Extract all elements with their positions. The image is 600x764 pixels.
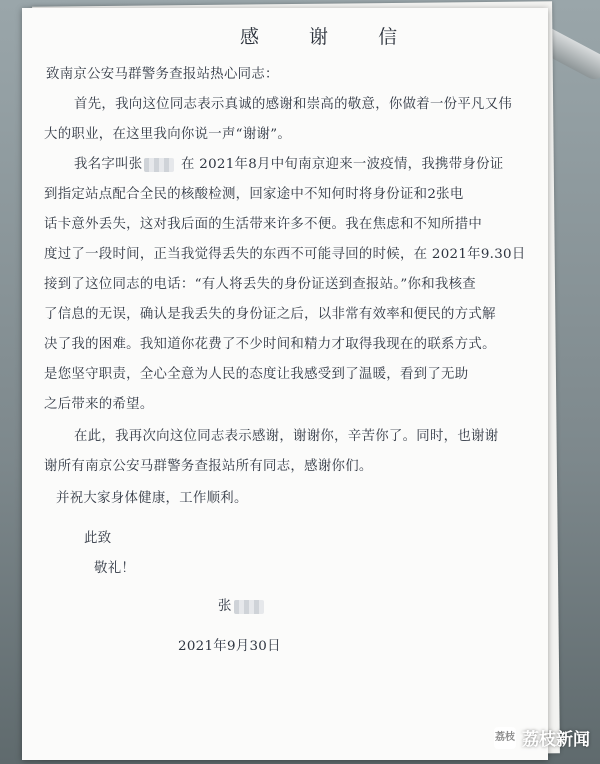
letter-line: 大的职业，在这里我向你说一声“谢谢”。 (44, 127, 292, 142)
letter-line: 接到了这位同志的电话：“有人将丢失的身份证送到查报站。”你和我核查 (44, 277, 476, 292)
letter-line: 了信息的无误，确认是我丢失的身份证之后，以非常有效率和便民的方式解 (44, 307, 496, 322)
letter-closing: 敬礼！ (94, 561, 136, 576)
watermark-text: 荔枝新闻 (522, 730, 590, 750)
letter-line: 话卡意外丢失，这对我后面的生活带来许多不便。我在焦虑和不知所措中 (44, 217, 483, 232)
letter-paper (22, 8, 548, 760)
letter-line: 到指定站点配合全民的核酸检测，回家途中不知何时将身份证和2张电 (44, 187, 464, 202)
signature-text: 张 (218, 599, 232, 614)
letter-line: 并祝大家身体健康，工作顺利。 (56, 491, 248, 506)
letter-line: 首先，我向这位同志表示真诚的感谢和崇高的敬意，你做着一份平凡又伟 (74, 97, 513, 112)
letter-line: 之后带来的希望。 (44, 397, 154, 412)
letter-line (74, 150, 503, 180)
letter-date: 2021年9月30日 (178, 639, 281, 654)
letter-line: 度过了一段时间，正当我觉得丢失的东西不可能寻回的时候，在 2021年9.30日 (44, 247, 526, 262)
letter-title: 感 谢 信 (240, 26, 420, 48)
letter-line: 是您坚守职责，全心全意为人民的态度让我感受到了温暖，看到了无助 (44, 367, 469, 382)
letter-line: 决了我的困难。我知道你花费了不少时间和精力才取得我现在的联系方式。 (44, 337, 496, 352)
letter-line: 谢所有南京公安马群警务查报站所有同志，感谢你们。 (44, 459, 373, 474)
redacted-name (144, 158, 174, 172)
redacted-signature (234, 600, 264, 614)
letter-line-text: 我名字叫张 (74, 157, 143, 172)
letter-closing: 此致 (84, 531, 112, 546)
watermark-logo: 荔枝 (494, 727, 516, 749)
letter-line-text: 在 2021年8月中旬南京迎来一波疫情，我携带身份证 (181, 157, 504, 172)
news-watermark (494, 725, 590, 750)
letter-salutation: 致南京公安马群警务查报站热心同志： (46, 67, 279, 82)
letter-line: 在此，我再次向这位同志表示感谢，谢谢你，辛苦你了。同时，也谢谢 (74, 429, 499, 444)
letter-signature (218, 592, 266, 622)
